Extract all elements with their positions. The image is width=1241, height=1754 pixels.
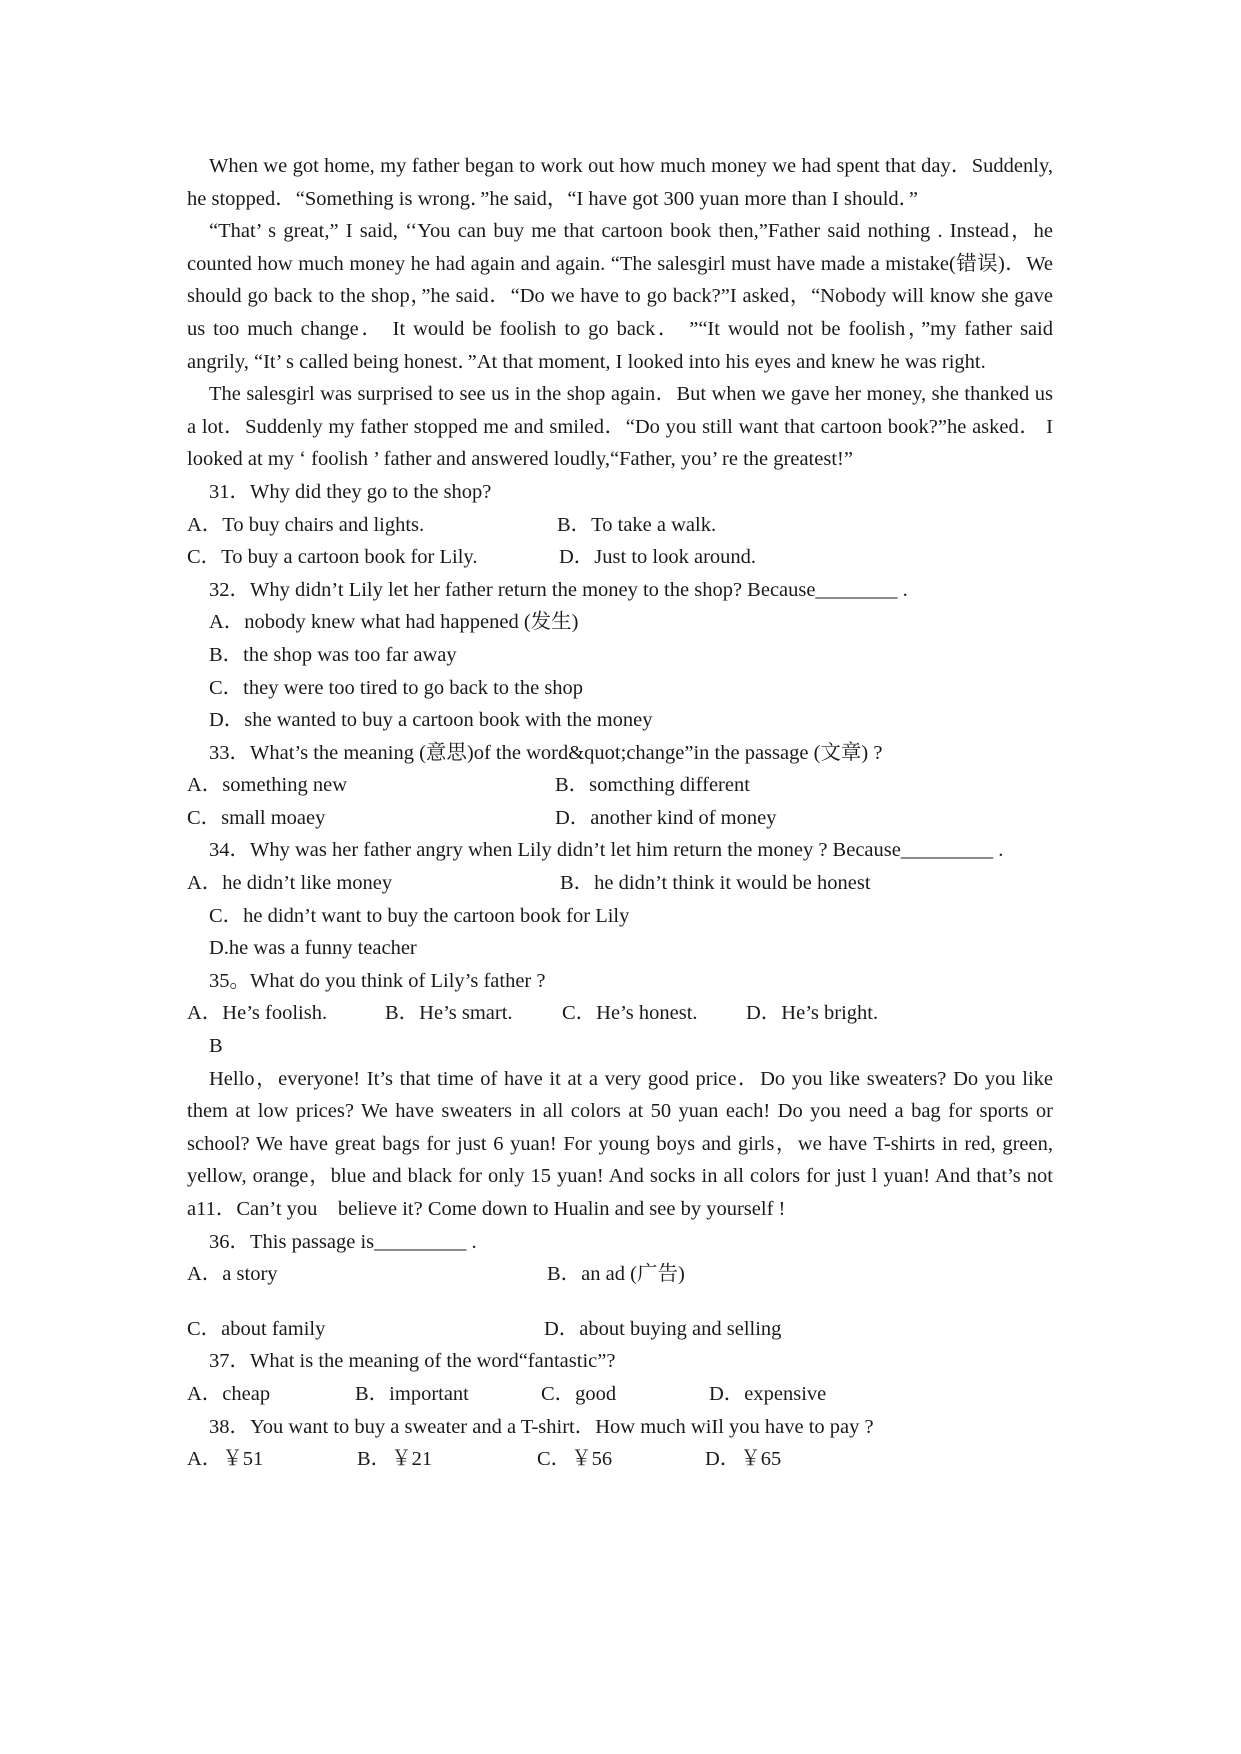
option-32-b: B．the shop was too far away [209, 643, 457, 666]
option-33-d: D．another kind of money [555, 806, 777, 829]
passage-a-paragraph-2: “That’ s great,” I said, ‘‘You can buy me that cartoon book then,”Father said nothing . Instead，he counted how much money he had again and again. “The salesgirl must have made a mistake(错误)．We should go back to the shop，”he said．“Do we have to go back?”I asked，“Nobody will know she gave us too much change． It would be foolish to go back． ”“It would not be foolish，”my father said angrily, “It’ s called being honest．”At that moment, I looked into his eyes and knew he was right. [187, 220, 1053, 373]
question-33: 33．What’s the meaning (意思)of the word&quot;change”in the passage (文章) ? [209, 741, 883, 764]
page-content [187, 150, 1053, 1476]
option-33-a: A．something new [187, 774, 347, 797]
option-32-d: D．she wanted to buy a cartoon book with the money [209, 709, 653, 732]
question-33-options-row-2 [187, 802, 1053, 835]
question-35: 35。What do you think of Lily’s father ? [209, 969, 546, 992]
option-38-a: A．￥51 [187, 1448, 264, 1471]
question-38-options-row [187, 1443, 1053, 1476]
option-38-b: B．￥21 [357, 1448, 433, 1471]
option-34-b: B．he didn’t think it would be honest [560, 872, 871, 895]
passage-a-paragraph-3: The salesgirl was surprised to see us in the shop again．But when we gave her money, she thanked us a lot．Suddenly my father stopped me and smiled．“Do you still want that cartoon book?”he asked． I looked at my ‘ foolish ’ father and answered loudly,“Father, you’ re the greatest!” [187, 383, 1053, 471]
section-b-label: B [209, 1035, 223, 1058]
question-31: 31．Why did they go to the shop? [209, 480, 492, 503]
option-33-c: C．small moaey [187, 806, 326, 829]
option-37-c: C．good [541, 1382, 617, 1405]
option-32-c: C．they were too tired to go back to the shop [209, 676, 584, 699]
question-32: 32．Why didn’t Lily let her father return the money to the shop? Because________ . [209, 578, 908, 601]
option-35-d: D．He’s bright. [746, 1002, 879, 1025]
question-33-options-row-1 [187, 769, 1053, 802]
option-34-a: A．he didn’t like money [187, 872, 393, 895]
question-34: 34．Why was her father angry when Lily didn’t let him return the money ? Because_________ . [209, 839, 1004, 862]
question-35-options-row [187, 997, 1053, 1030]
question-38: 38．You want to buy a sweater and a T-shirt．How much wiIl you have to pay ? [209, 1415, 874, 1438]
option-31-d: D．Just to look around. [559, 546, 757, 569]
question-36-options-row-1 [187, 1258, 1053, 1291]
question-36: 36．This passage is_________ . [209, 1230, 477, 1253]
question-36-options-row-2 [187, 1313, 1053, 1346]
question-37-options-row [187, 1378, 1053, 1411]
option-38-d: D．￥65 [705, 1448, 782, 1471]
option-31-b: B．To take a walk. [557, 513, 717, 536]
option-31-a: A．To buy chairs and lights. [187, 513, 425, 536]
spacer [187, 1291, 1053, 1313]
option-36-a: A．a story [187, 1263, 278, 1286]
option-35-b: B．He’s smart. [385, 1002, 513, 1025]
question-31-options-row-2 [187, 541, 1053, 574]
option-31-c: C．To buy a cartoon book for Lily. [187, 546, 478, 569]
passage-a-paragraph-1: When we got home, my father began to work out how much money we had spent that day．Suddenly, he stopped．“Something is wrong．”he said，“I have got 300 yuan more than I should．” [187, 155, 1053, 210]
option-36-b: B．an ad (广告) [547, 1263, 685, 1286]
option-33-b: B．somcthing different [555, 774, 750, 797]
option-35-c: C．He’s honest. [562, 1002, 698, 1025]
question-34-options-row-1 [187, 867, 1053, 900]
option-34-c: C．he didn’t want to buy the cartoon book for Lily [209, 904, 630, 927]
question-31-options-row-1 [187, 509, 1053, 542]
option-37-d: D．expensive [709, 1382, 827, 1405]
section-b-passage: Hello，everyone! It’s that time of have it at a very good price．Do you like sweaters? Do you like them at low prices? We have sweaters in all colors at 50 yuan each! Do you need a bag for sports or school? We have great bags for just 6 yuan! For young boys and girls，we have T-shirts in red, green, yellow, orange，blue and black for only 15 yuan! And socks in all colors for just l yuan! And that’s not a11．Can’t you believe it? Come down to Hualin and see by yourself ! [187, 1067, 1053, 1220]
option-36-d: D．about buying and selling [544, 1317, 782, 1340]
option-38-c: C．￥56 [537, 1448, 613, 1471]
question-37: 37．What is the meaning of the word“fantastic”? [209, 1350, 616, 1373]
option-37-a: A．cheap [187, 1382, 271, 1405]
option-32-a: A．nobody knew what had happened (发生) [209, 611, 579, 634]
option-36-c: C．about family [187, 1317, 326, 1340]
option-34-d: D.he was a funny teacher [209, 937, 417, 960]
option-35-a: A．He’s foolish. [187, 1002, 328, 1025]
option-37-b: B．important [355, 1382, 469, 1405]
